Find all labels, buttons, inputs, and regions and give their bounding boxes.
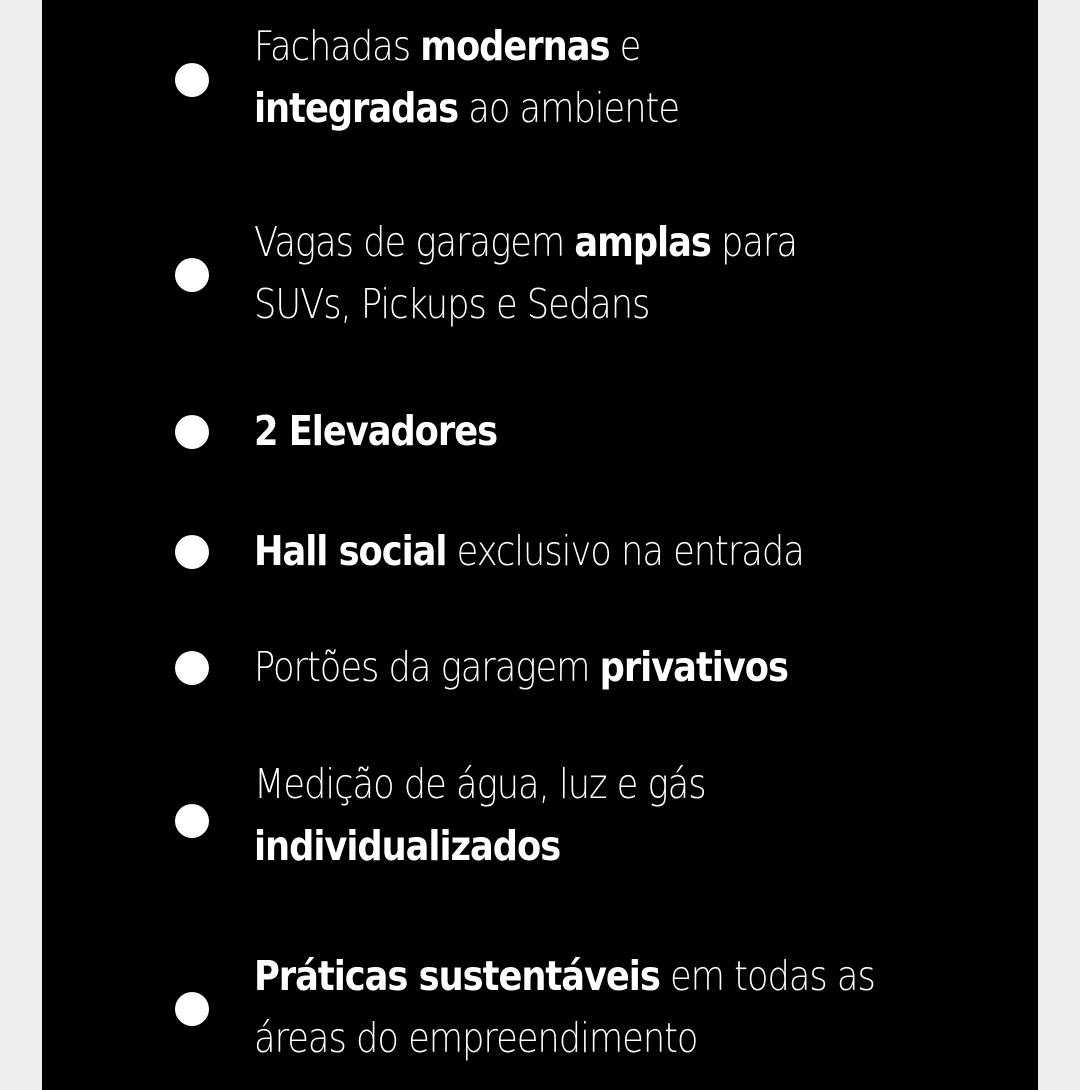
bullet-icon — [175, 535, 209, 569]
bullet-icon — [175, 804, 209, 838]
feature-text — [254, 211, 856, 335]
feature-text — [254, 636, 856, 698]
features-panel — [42, 0, 1038, 1090]
feature-text — [254, 520, 856, 582]
feature-text — [254, 15, 856, 139]
feature-line: integradas ao ambiente — [254, 84, 680, 132]
feature-line: Vagas de garagem amplas para — [254, 218, 797, 266]
feature-line: áreas do empreendimento — [254, 1014, 698, 1062]
bullet-icon — [175, 992, 209, 1026]
feature-line: Medição de água, luz e gás — [254, 760, 706, 808]
bullet-icon — [175, 258, 209, 292]
bullet-icon — [175, 63, 209, 97]
feature-line: Fachadas modernas e — [254, 22, 641, 70]
feature-line: individualizados — [254, 822, 561, 870]
feature-line: 2 Elevadores — [254, 407, 498, 455]
feature-text — [254, 400, 856, 462]
feature-line: SUVs, Pickups e Sedans — [254, 280, 650, 328]
bullet-icon — [175, 651, 209, 685]
feature-text — [254, 945, 875, 1069]
feature-line: Práticas sustentáveis em todas as — [254, 952, 875, 1000]
feature-text — [254, 753, 856, 877]
feature-line: Hall social exclusivo na entrada — [254, 527, 804, 575]
feature-line: Portões da garagem privativos — [254, 643, 788, 691]
bullet-icon — [175, 415, 209, 449]
